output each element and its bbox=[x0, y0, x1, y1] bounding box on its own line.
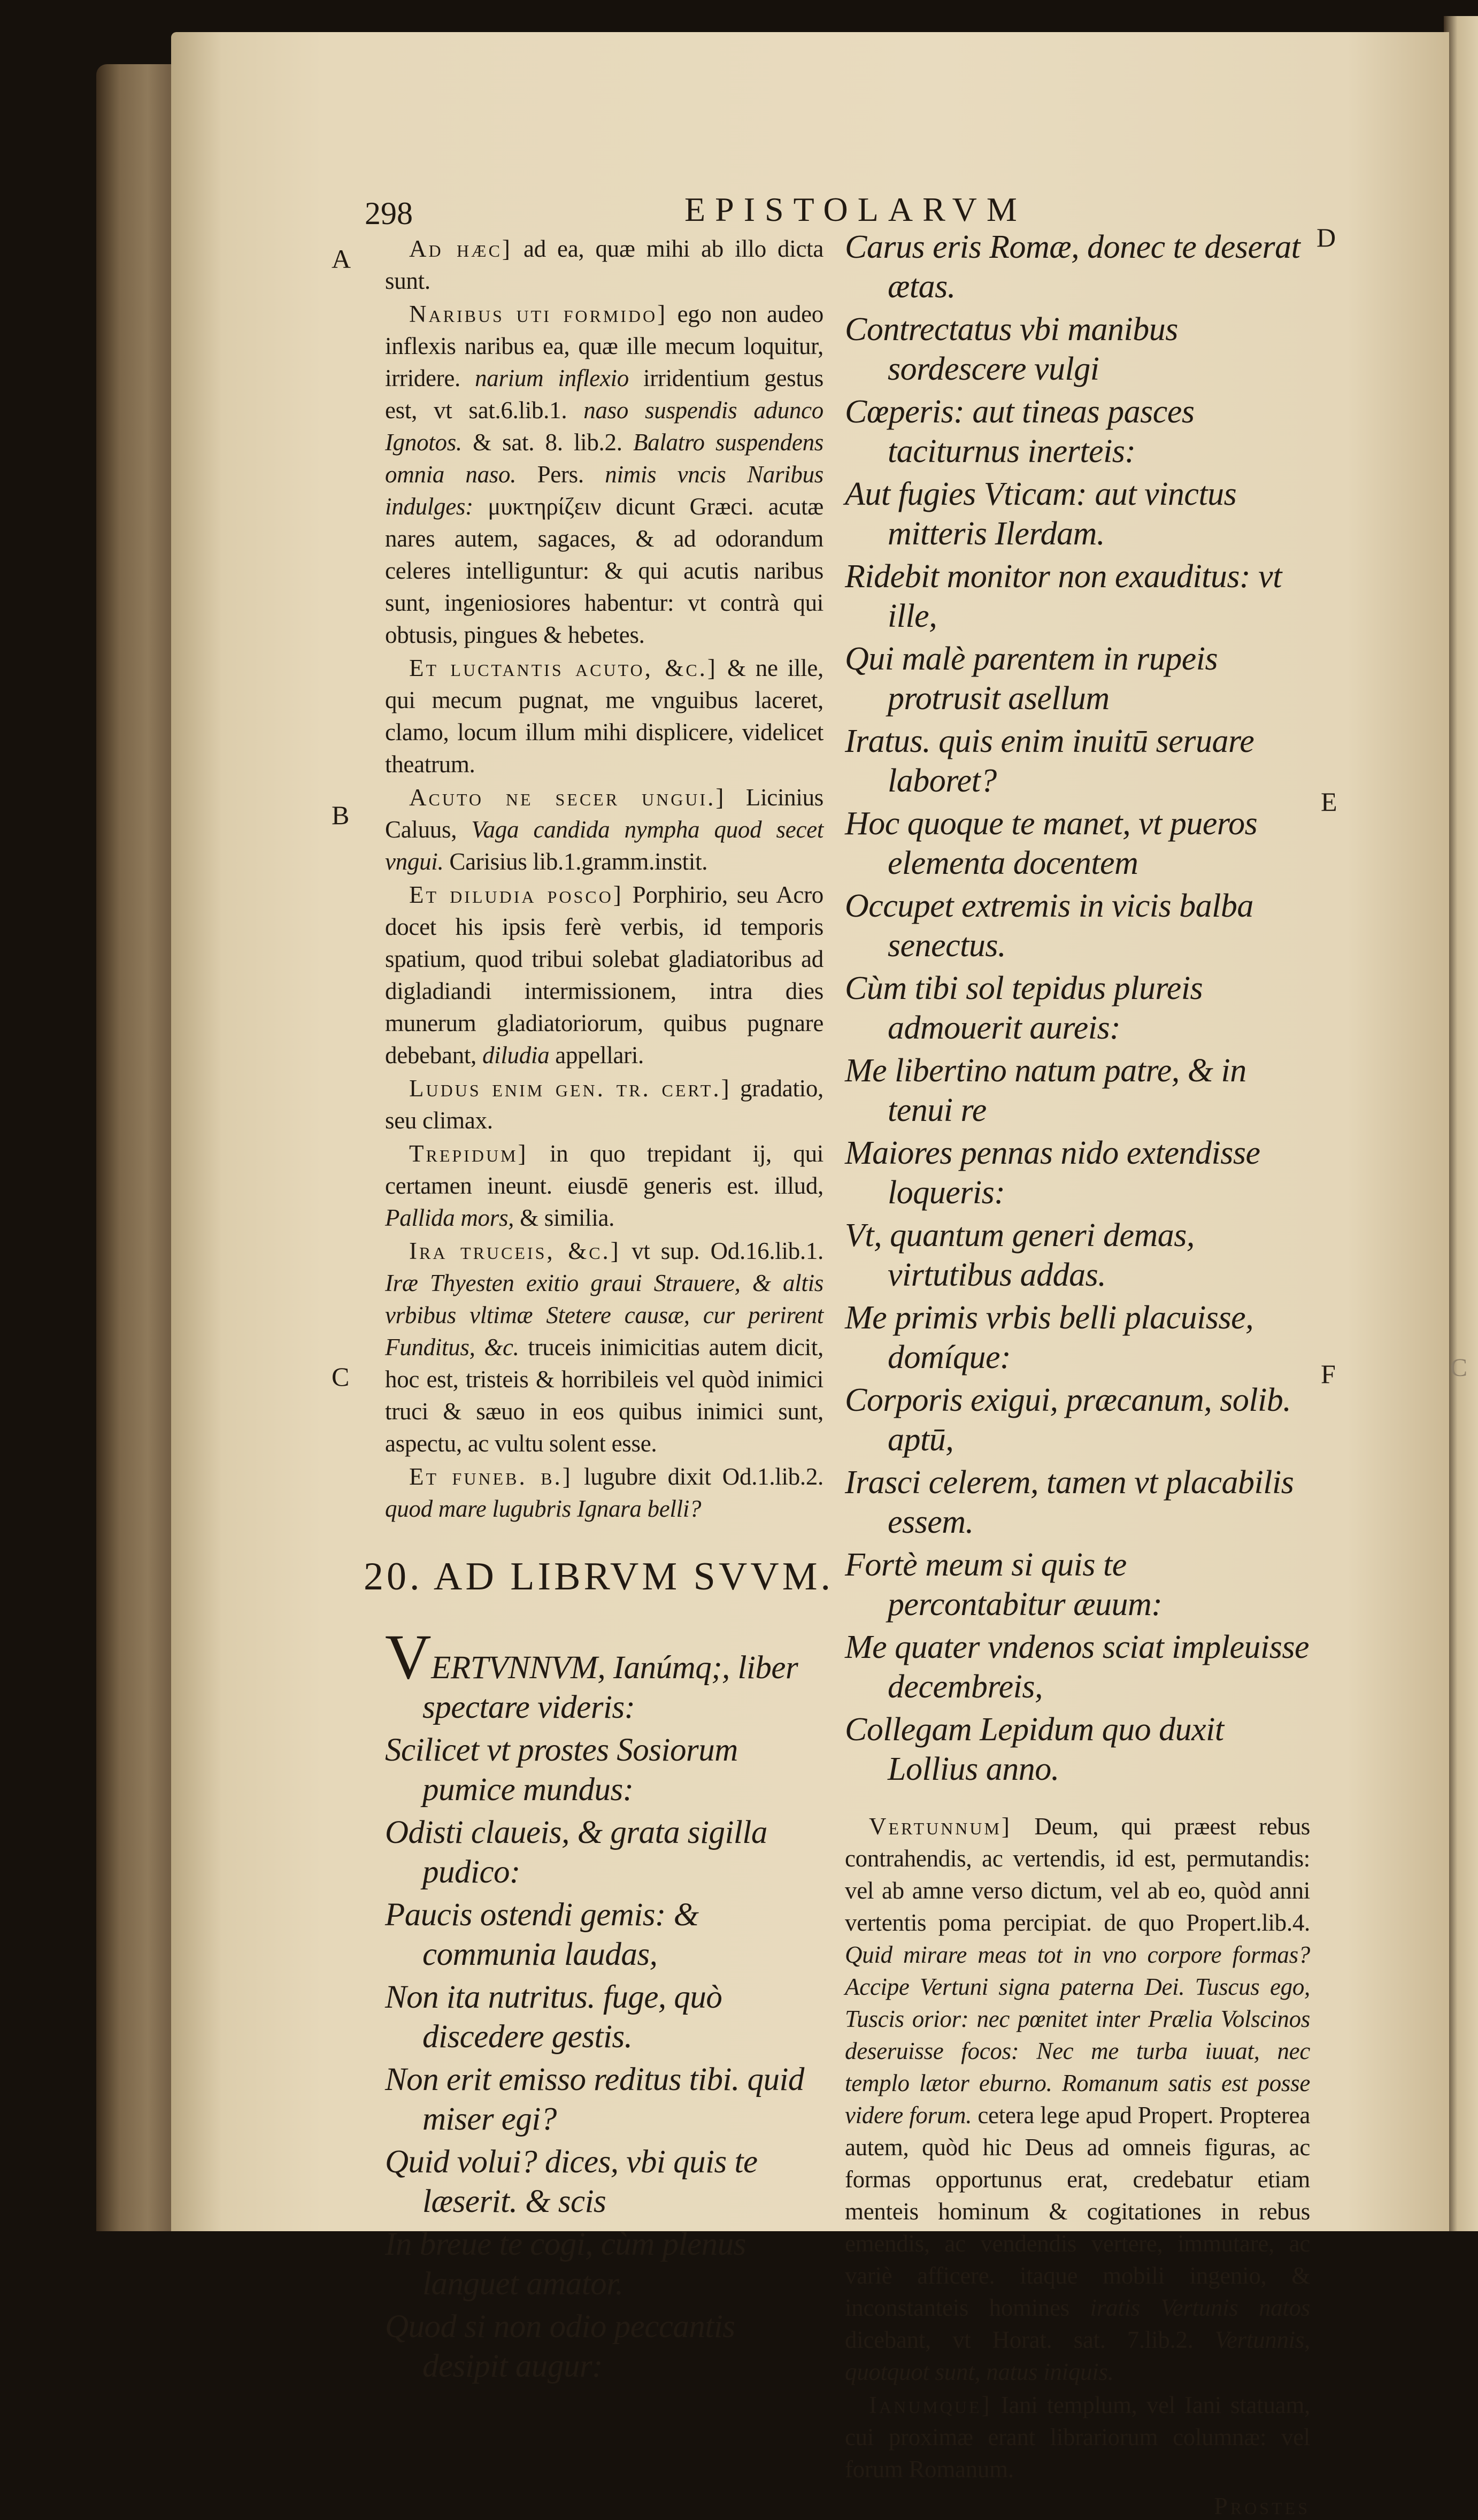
verse-line: Me primis vrbis belli placuisse, domíque: bbox=[845, 1300, 1254, 1376]
verse-line: Vt, quantum generi demas, virtutibus addas. bbox=[845, 1217, 1195, 1293]
margin-marker-a: A bbox=[332, 244, 351, 274]
verse-line: Occupet extremis in vicis balba senectus. bbox=[845, 888, 1253, 964]
margin-marker-d: D bbox=[1317, 222, 1336, 252]
note-vertunnum: Vertunnum] Deum, qui præest rebus contrahendis, ac vertendis, id est, permutandis: vel ab amne verso dictum, vel ab eo, quòd anni vertentis poma percipiat. de quo Propert.lib.4. Quid mirare meas tot in vno corpore formas? Accipe Vertuni signa paterna Dei. Tuscus ego, Tuscis orior: nec pœnitet inter Prælia Volscinos deseruisse focos: Nec me turba iuuat, nec templo lætor eburno. Romanum satis est posse videre forum. cetera lege apud Propert. Propterea autem, quòd hic Deus ad omneis figuras, ac formas opportunus erat, credebatur etiam menteis hominum & cogitationes in rebus emendis, ac vendendis vertere, immutare, ac variè afficere. itaque mobili ingenio, & inconstanteis homines iratis Vertunis natos dicebant, vt Horat. sat. 7.lib.2. Vertunnis, quotquot sunt, natus iniquis. bbox=[845, 1813, 1310, 2385]
page-number-text: 298 bbox=[365, 196, 413, 231]
verse-line: Hoc quoque te manet, vt pueros elementa docentem bbox=[845, 805, 1258, 881]
verse-line: Paucis ostendi gemis: & communia laudas, bbox=[385, 1897, 699, 1972]
left-commentary bbox=[385, 233, 823, 1525]
left-verses bbox=[385, 1621, 823, 2386]
note-funeb: Et funeb. b.] lugubre dixit Od.1.lib.2. quod mare lugubris Ignara belli? bbox=[385, 1463, 823, 1522]
poem-title: 20. AD LIBRVM SVVM. bbox=[364, 1555, 834, 1599]
verse-line: Scilicet vt prostes Sosiorum pumice mundus: bbox=[385, 1732, 738, 1808]
verse-line: Cùm tibi sol tepidus plureis admouerit aureis: bbox=[845, 970, 1203, 1046]
right-verses bbox=[845, 227, 1310, 1789]
note-naribus: Naribus uti formido] ego non audeo inflexis naribus ea, quæ ille mecum loquitur, irridere. narium inflexio irridentium gestus est, vt sat.6.lib.1. naso suspendis adunco Ignotos. & sat. 8. lib.2. Balatro suspendens omnia naso. Pers. nimis vncis Naribus indulges: μυκτηρίζειν dicunt Græci. acutæ nares autem, sagaces, & ad odorandum celeres intelliguntur: & qui acutis naribus sunt, ingeniosiores habentur: vt contrà qui obtusis, pingues & hebetes. bbox=[385, 301, 823, 648]
verse-line: Corporis exigui, præcanum, solib. aptū, bbox=[845, 1382, 1291, 1458]
verse-line: Non erit emisso reditus tibi. quid miser egi? bbox=[385, 2062, 804, 2137]
verse-line: VERTVNNVM, Ianúmq;, liber spectare videris: bbox=[385, 1621, 798, 1725]
left-column bbox=[364, 233, 834, 2390]
verse-line: Non ita nutritus. fuge, quò discedere gestis. bbox=[385, 1979, 722, 2055]
right-column bbox=[845, 227, 1310, 2520]
facing-page-margin-letter: C bbox=[1450, 1354, 1468, 1382]
margin-marker-c: C bbox=[332, 1362, 350, 1392]
verse-line: Ridebit monitor non exauditus: vt ille, bbox=[845, 558, 1282, 634]
verse-line: Me libertino natum patre, & in tenui re bbox=[845, 1052, 1246, 1128]
verse-line: Fortè meum si quis te percontabitur æuum: bbox=[845, 1547, 1163, 1623]
verse-line: Irasci celerem, tamen vt placabilis essem. bbox=[845, 1464, 1294, 1540]
note-acuto: Acuto ne secer ungui.] Licinius Caluus, Vaga candida nympha quod secet vngui. Carisius lib.1.gramm.instit. bbox=[385, 784, 823, 875]
verse-line: Iratus. quis enim inuitū seruare laboret? bbox=[845, 723, 1254, 799]
right-commentary bbox=[845, 1810, 1310, 2485]
catchword: Prostes bbox=[1214, 2492, 1310, 2519]
margin-marker-f: F bbox=[1321, 1359, 1336, 1389]
note-diludia: Et diludia posco] Porphirio, seu Acro docet his ipsis ferè verbis, id temporis spatium, quod tribui solebat gladiatoribus ad digladiandi intermissionem, intra dies munerum gladiatoriorum, quibus pugnare debebant, diludia appellari. bbox=[385, 881, 823, 1069]
margin-marker-b: B bbox=[332, 800, 350, 830]
note-trepidum: Trepidum] in quo trepidant ij, qui certamen ineunt. eiusdē generis est. illud, Pallida mors, & similia. bbox=[385, 1140, 823, 1231]
running-head: EPISTOLARVM bbox=[684, 190, 1027, 228]
verse-line: Carus eris Romæ, donec te deserat ætas. bbox=[845, 229, 1300, 305]
verse-line: Maiores pennas nido extendisse loqueris: bbox=[845, 1135, 1260, 1211]
note-luctantis: Et luctantis acuto, &c.] & ne ille, qui mecum pugnat, me vnguibus laceret, clamo, locum illum mihi displicere, videlicet theatrum. bbox=[385, 655, 823, 778]
note-ad-haec: Ad hæc] ad ea, quæ mihi ab illo dicta sunt. bbox=[385, 235, 823, 294]
verse-line: Cœperis: aut tineas pasces taciturnus inerteis: bbox=[845, 394, 1195, 470]
verse-line: Quid volui? dices, vbi quis te læserit. & scis bbox=[385, 2144, 758, 2219]
note-ianumque: Ianumque] Iani templum, vel Iani statuam, cui proximæ erant librariorum columnæ: vel forum Romanum. bbox=[845, 2392, 1310, 2483]
verse-line: Collegam Lepidum quo duxit Lollius anno. bbox=[845, 1711, 1224, 1787]
verse-line: Me quater vndenos sciat impleuisse decembreis, bbox=[845, 1629, 1310, 1705]
verse-line: Contrectatus vbi manibus sordescere vulgi bbox=[845, 311, 1178, 387]
verse-line: Quod si non odio peccantis desipit augur: bbox=[385, 2309, 735, 2384]
note-ira-truceis: Ira truceis, &c.] vt sup. Od.16.lib.1. Iræ Thyesten exitio graui Strauere, & altis vrbibus vltimæ Stetere causæ, cur perirent Funditus, &c. truceis inimicitias autem dicit, hoc est, tristeis & horribileis vel quòd inimici truci & sæuo in eos quibus inimici sunt, aspectu, ac vultu solent esse. bbox=[385, 1238, 823, 1457]
verse-line: Qui malè parentem in rupeis protrusit asellum bbox=[845, 641, 1218, 717]
verse-line: Aut fugies Vticam: aut vinctus mitteris Ilerdam. bbox=[845, 476, 1237, 552]
note-ludus: Ludus enim gen. tr. cert.] gradatio, seu climax. bbox=[385, 1075, 823, 1134]
verse-line: Odisti claueis, & grata sigilla pudico: bbox=[385, 1815, 767, 1890]
verse-line: In breue te cogi, cùm plenus languet amator. bbox=[385, 2226, 746, 2302]
margin-marker-e: E bbox=[1321, 787, 1337, 817]
